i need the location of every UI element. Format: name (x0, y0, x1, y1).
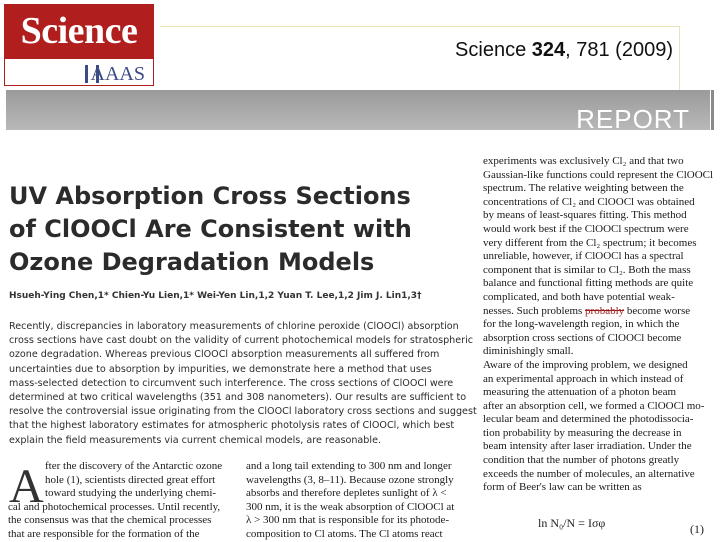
body-line: unreliable, however, if ClOOCl has a spectral (483, 250, 684, 263)
body-line: fter the discovery of the Antarctic ozone (45, 460, 223, 472)
science-logo (4, 4, 154, 86)
drop-cap: A (9, 460, 44, 513)
citation-volume: 324 (531, 39, 566, 61)
body-line: by means of least-squares fitting. This method (483, 209, 687, 222)
body-line: and a long tail extending to 300 nm and longer (246, 460, 452, 472)
abstract-line: uncertainties due to absorption by impurities, we demonstrate here a method that uses (9, 363, 432, 375)
body-line: hole (1), scientists directed great effort (45, 473, 216, 486)
body-line: wavelengths (3, 8–11). Because ozone strongly (246, 473, 454, 486)
body-line: diminishingly small. (483, 345, 574, 358)
body-line: very different from the Cl₂ spectrum; it becomes (483, 236, 697, 249)
body-line: spectrum. The relative weighting between the (483, 182, 684, 195)
body-line: component that is similar to Cl₂. Both the mass (483, 263, 691, 276)
body-line: would work best if the ClOOCl spectrum were (483, 222, 689, 235)
body-line: exceeds the number of molecules, an alternative (483, 467, 695, 480)
abstract-line: cross sections have cast doubt on the validity of current photochemical models for stratospheric (9, 335, 474, 347)
body-column-middle (246, 460, 468, 542)
body-line: experiments was exclusively Cl₂ and that two (483, 155, 684, 167)
body-line: measuring the attenuation of a photon beam (483, 386, 677, 399)
body-line: concentrations of Cl₂ and ClOOCl was obtained (483, 195, 695, 208)
citation-box (160, 26, 680, 90)
body-line: 300 nm, it is the weak absorption of ClOOCl at (246, 500, 455, 513)
body-line: tion probability by measuring the decrease in (483, 426, 682, 439)
body-line: absorbs and therefore depletes sunlight of λ < (246, 487, 447, 500)
body-line: form of Beer's law can be written as (483, 481, 642, 494)
abstract-line: determined at two critical wavelengths (351 and 308 nanometers). Our results are sufficient to (9, 392, 467, 404)
body-line: that are responsible for the formation of the (8, 527, 200, 540)
body-line: Gaussian-like functions could represent the ClOOCl (483, 168, 714, 181)
body-line: the consensus was that the chemical processes (8, 514, 212, 527)
body-line: absorption cross sections of ClOOCl become (483, 331, 682, 344)
title-line: of ClOOCl Are Consistent with (9, 215, 412, 243)
struck-word: probably (585, 304, 625, 317)
body-column-right (483, 155, 714, 495)
equation: ln N₀/N = Iσφ (538, 516, 606, 530)
citation (455, 39, 673, 62)
body-line: an experimental approach in which instead of (483, 372, 684, 385)
abstract-line: mass-selected detection to circumvent such interference. The cross sections of ClOOCl were (9, 377, 454, 389)
body-line: λ > 300 nm that is responsible for its photode- (246, 514, 450, 527)
body-line: composition to Cl atoms. The Cl atoms react (246, 527, 443, 540)
abstract-line: resolve the controversial issue originating from the ClOOCl laboratory cross sections and suggest (9, 406, 477, 418)
section-label: REPORT (576, 104, 690, 134)
band-edge (711, 90, 714, 130)
abstract (9, 320, 477, 448)
title-line: Ozone Degradation Models (9, 248, 375, 276)
section-band (6, 90, 710, 134)
body-line: Aware of the improving problem, we designed (483, 358, 688, 371)
body-line: lecular beam and determined the photodissocia- (483, 413, 694, 426)
strike-pre: nesses. Such problems (483, 304, 586, 317)
title-line: UV Absorption Cross Sections (9, 182, 411, 210)
citation-journal: Science (455, 39, 527, 61)
body-column-left (8, 460, 238, 542)
body-line-strike (483, 305, 709, 319)
body-line: complicated, and both have potential weak- (483, 290, 675, 303)
body-line: for the long-wavelength region, in which the (483, 318, 680, 331)
equation-number: (1) (690, 522, 704, 536)
abstract-line: Recently, discrepancies in laboratory measurements of chlorine peroxide (ClOOCl) absorption (9, 321, 459, 332)
body-line: cal and photochemical processes. Until recently, (8, 500, 221, 513)
body-line: after an absorption cell, we formed a ClOOCl mo- (483, 399, 705, 412)
abstract-line: that the highest laboratory estimates for atmospheric photolysis rates of ClOOCl, which best (9, 420, 455, 432)
author-list: Hsueh-Ying Chen,1* Chien-Yu Lien,1* Wei-Yen Lin,1,2 Yuan T. Lee,1,2 Jim J. Lin1,3† (9, 291, 422, 301)
citation-pages-year: , 781 (2009) (565, 39, 673, 61)
body-line: toward studying the underlying chemi- (45, 487, 217, 500)
abstract-line: ozone degradation. Whereas previous ClOOCl absorption measurements all suffered from (9, 349, 440, 361)
body-line: condition that the number of photons greatly (483, 454, 680, 467)
article-title (9, 180, 412, 279)
body-line: beam intensity after laser irradiation. Under the (483, 440, 692, 453)
body-line: balance and functional fitting methods are quite (483, 277, 694, 290)
logo-wordmark: Science (20, 10, 138, 52)
strike-post: become worse (624, 304, 691, 317)
logo-publisher: AAAS (90, 63, 145, 85)
abstract-line: explain the field measurements via current chemical models, are reasonable. (9, 434, 382, 446)
